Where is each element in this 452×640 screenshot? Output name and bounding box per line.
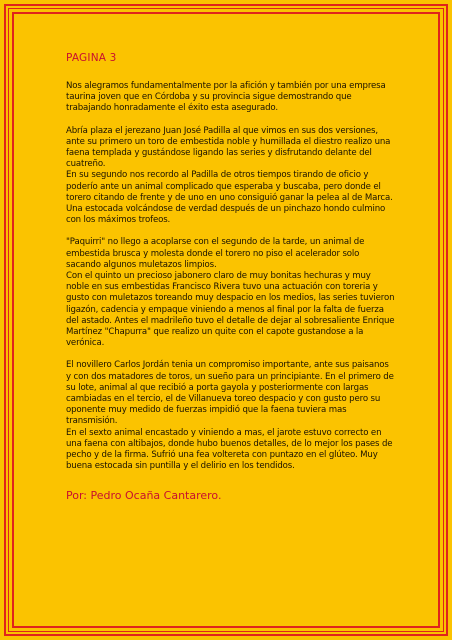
- paragraph-padilla-first: Abría plaza el jerezano Juan José Padilla al que vimos en sus dos versiones, ante su primero un toro de embestida noble y humillada el diestro realizo una faena templada y gustándose ligando las series y disfrutando delante del cuatreño.: [66, 125, 391, 170]
- paragraph-jordan-sixth: En el sexto animal encastado y viniendo a mas, el jarote estuvo correcto en una faena con altibajos, donde hubo buenos detalles, de lo mejor los pases de pecho y de la firma. Sufrió una fea voltereta con puntazo en el glúteo. Muy buena estocada sin puntilla y el delirio en los tendidos.: [66, 427, 393, 472]
- paragraph-rivera-fifth: Con el quinto un precioso jabonero claro de muy bonitas hechuras y muy noble en sus embestidas Francisco Rivera tuvo una actuación con toreria y gusto con muletazos toreando muy despacio en los medios, las series tuvieron ligazón, cadencia y empaque viniendo a menos al final por la falta de fuerza del astado. Antes el madrileño tuvo el detalle de dejar al sobresaliente Enrique Martínez "Chapurra" que realizo un quite con el capote gustandose a la verónica.: [66, 271, 395, 349]
- paragraph-padilla-second: En su segundo nos recordo al Padilla de otros tiempos tirando de oficio y poderío ante un animal complicado que esperaba y buscaba, pero donde el torero citando de frente y de uno en uno consiguió ganar la pelea al de Marca. Una estocada volcándose de verdad después de un pinchazo hondo culmino con los máximos trofeos.: [66, 170, 393, 226]
- paragraph-paquirri: "Paquirri" no llego a acoplarse con el segundo de la tarde, un animal de embestida brusca y molesta donde el torero no piso el acelerador solo sacando algunos muletazos limpios.: [66, 237, 365, 270]
- article-body: [66, 52, 396, 502]
- page-number-label: PAGINA 3: [66, 52, 117, 64]
- paragraph-jordan-first: El novillero Carlos Jordán tenia un compromiso importante, ante sus paisanos y con dos matadores de toros, un sueño para un principiante. En el primero de su lote, animal al que recibió a porta gayola y posteriormente con largas cambiadas en el tercio, el de Villanueva toreo despacio y con gusto pero su oponente muy medido de fuerzas impidió que la faena tuviera mas transmisión.: [66, 360, 394, 427]
- author-byline: Por: Pedro Ocaña Cantarero.: [66, 488, 222, 502]
- paragraph-intro: Nos alegramos fundamentalmente por la afición y también por una empresa taurina joven que en Córdoba y su provincia sigue demostrando que trabajando honradamente el éxito esta asegurado.: [66, 81, 386, 114]
